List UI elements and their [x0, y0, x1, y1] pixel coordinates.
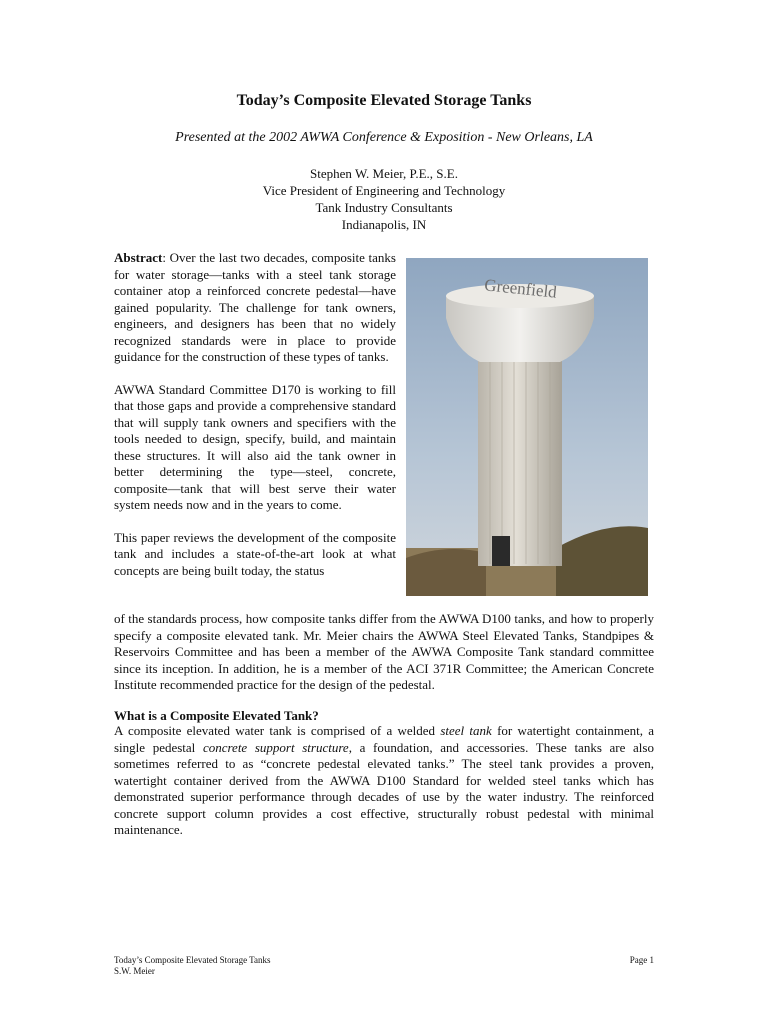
abstract-label: Abstract	[114, 250, 163, 265]
emphasis-concrete-support: concrete support structure	[202, 739, 349, 755]
emphasis-steel-tank: steel tank	[440, 723, 492, 738]
abstract-text-1: : Over the last two decades, composite tanks for water storage—tanks with a steel tank storage container atop a reinforced concrete pedestal—have gained popularity. The challenge for tank owners, engineers, and designers has been that no widely recognized standards were in place to provide guidance for the construction of these types of tanks.	[114, 250, 396, 364]
paper-title: Today’s Composite Elevated Storage Tanks	[236, 92, 532, 109]
author-name: Stephen W. Meier, P.E., S.E.	[310, 166, 458, 181]
section-heading: What is a Composite Elevated Tank?	[114, 708, 319, 723]
paper-subtitle: Presented at the 2002 AWWA Conference & Exposition - New Orleans, LA	[175, 130, 593, 145]
abstract-paragraph-1	[114, 250, 396, 366]
footer-author: S.W. Meier	[114, 966, 155, 976]
section-paragraph: A composite elevated water tank is comprised of a welded steel tank for watertight containment, a single pedestal concrete support structure, a foundation, and accessories. These tanks are also sometimes referred to as “concrete pedestal elevated tanks.” The steel tank provides a proven, watertight container derived from the AWWA D100 Standard for welded steel tanks which has demonstrated superior performance through decades of use by the water industry. The reinforced concrete support column provides a cost effective, structurally robust pedestal with minimal maintenance.	[114, 723, 655, 837]
footer-left	[114, 955, 271, 977]
abstract-column	[114, 250, 396, 595]
footer-title: Today’s Composite Elevated Storage Tanks	[114, 955, 271, 965]
author-location: Indianapolis, IN	[341, 217, 427, 232]
water-tower-photo	[406, 258, 648, 596]
author-block	[0, 165, 768, 233]
abstract-paragraph-2: AWWA Standard Committee D170 is working to fill that those gaps and provide a comprehensive standard that will supply tank owners and specifiers with the tools needed to design, specify, build, and maintain these structures. It will also aid the tank owner in better determining the type—steel, concrete, composite—tank that will best serve their water system needs now and in the years to come.	[114, 381, 396, 512]
tank-lettering: Greenfield	[483, 275, 558, 302]
abstract-paragraph-3-continued: of the standards process, how composite tanks differ from the AWWA D100 tanks, and how to properly specify a composite elevated tank. Mr. Meier chairs the AWWA Steel Elevated Tanks, Standpipes & Reservoirs Committee and has been a member of the AWWA Composite Tank standard committee since its inception. In addition, he is a member of the ACI 371R Committee; the American Concrete Institute recommended practice for the design of the pedestal.	[114, 611, 654, 692]
abstract-paragraph-3-start: This paper reviews the development of the composite tank and includes a state-of-the-art look at what concepts are being built today, the status	[114, 529, 396, 578]
author-company: Tank Industry Consultants	[315, 200, 453, 215]
page-number: Page 1	[629, 955, 654, 965]
author-role: Vice President of Engineering and Technology	[262, 183, 506, 198]
